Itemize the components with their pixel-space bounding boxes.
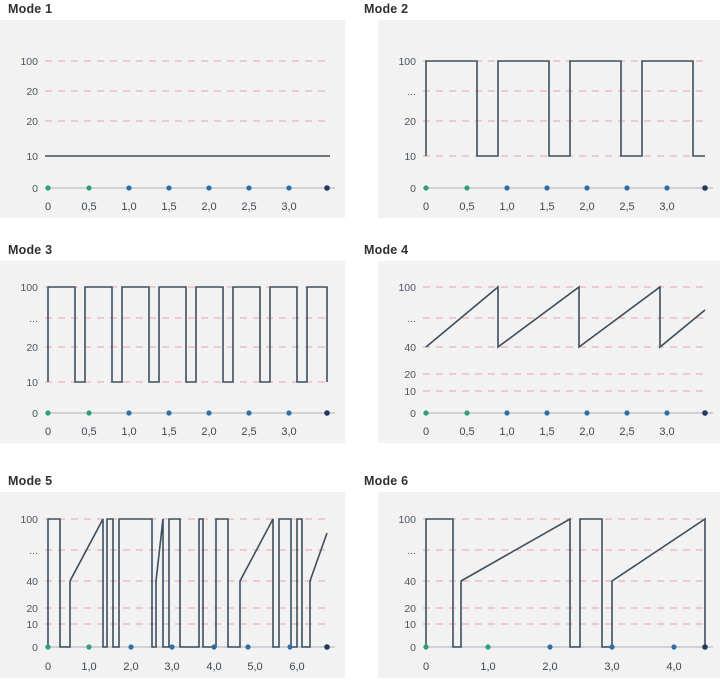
x-tick-label: 4,0 bbox=[206, 661, 222, 673]
plot-svg bbox=[0, 492, 345, 678]
x-tick-label: 1,0 bbox=[121, 426, 137, 438]
x-marker bbox=[423, 410, 428, 415]
x-marker bbox=[126, 410, 131, 415]
x-marker bbox=[246, 185, 251, 190]
y-tick-label: 100 bbox=[20, 282, 38, 294]
y-tick-label: 0 bbox=[32, 408, 38, 420]
x-marker bbox=[324, 644, 330, 650]
x-tick-label: 1,0 bbox=[121, 201, 137, 213]
x-marker bbox=[464, 410, 469, 415]
x-marker bbox=[287, 644, 292, 649]
x-tick-label: 5,0 bbox=[247, 661, 263, 673]
x-marker bbox=[45, 185, 50, 190]
x-marker bbox=[584, 410, 589, 415]
series-line bbox=[426, 287, 705, 347]
y-tick-label: 100 bbox=[398, 56, 416, 68]
x-tick-label: 2,5 bbox=[619, 426, 635, 438]
x-marker bbox=[45, 410, 50, 415]
x-marker bbox=[464, 185, 469, 190]
x-marker bbox=[702, 644, 708, 650]
x-marker bbox=[126, 185, 131, 190]
x-marker bbox=[45, 644, 50, 649]
chart-panel-mode-1 bbox=[0, 0, 360, 229]
x-tick-label: 1,0 bbox=[499, 201, 515, 213]
x-marker bbox=[702, 185, 708, 191]
x-tick-label: 1,0 bbox=[499, 426, 515, 438]
x-tick-label: 3,0 bbox=[659, 426, 675, 438]
x-marker bbox=[86, 410, 91, 415]
x-marker bbox=[286, 410, 291, 415]
x-tick-label: 1,0 bbox=[81, 661, 97, 673]
y-tick-label: 40 bbox=[404, 342, 416, 354]
series-line bbox=[48, 287, 327, 382]
y-tick-label: ... bbox=[407, 313, 416, 325]
x-tick-label: 2,0 bbox=[201, 201, 217, 213]
x-tick-label: 3,0 bbox=[281, 426, 297, 438]
y-tick-label: ... bbox=[407, 545, 416, 557]
x-marker bbox=[423, 185, 428, 190]
x-marker bbox=[609, 644, 614, 649]
chart-panel-mode-4 bbox=[360, 229, 720, 458]
x-tick-label: 0 bbox=[422, 201, 430, 213]
x-marker bbox=[245, 644, 250, 649]
y-tick-label: 20 bbox=[26, 342, 38, 354]
y-tick-label: 100 bbox=[398, 514, 416, 526]
x-marker bbox=[423, 644, 428, 649]
x-marker bbox=[544, 185, 549, 190]
x-tick-label: 3,0 bbox=[604, 661, 620, 673]
y-tick-label: 10 bbox=[404, 151, 416, 163]
panel-title: Mode 3 bbox=[8, 243, 53, 257]
x-marker bbox=[86, 644, 91, 649]
series-line bbox=[48, 519, 327, 647]
x-marker bbox=[671, 644, 676, 649]
x-tick-label: 2,5 bbox=[241, 426, 257, 438]
chart-panel-mode-2 bbox=[360, 0, 720, 229]
y-tick-label: 40 bbox=[404, 576, 416, 588]
plot-area bbox=[0, 492, 345, 678]
x-marker bbox=[286, 185, 291, 190]
x-marker bbox=[211, 644, 216, 649]
x-tick-label: 2,0 bbox=[579, 201, 595, 213]
plot-svg bbox=[378, 20, 720, 218]
x-marker bbox=[547, 644, 552, 649]
x-tick-label: 2,5 bbox=[241, 201, 257, 213]
x-marker bbox=[206, 410, 211, 415]
y-tick-label: 100 bbox=[20, 56, 38, 68]
x-tick-label: 2,5 bbox=[619, 201, 635, 213]
x-tick-label: 0,5 bbox=[459, 426, 475, 438]
y-tick-label: 0 bbox=[410, 183, 416, 195]
x-marker bbox=[624, 185, 629, 190]
y-tick-label: 0 bbox=[32, 642, 38, 654]
y-tick-label: ... bbox=[29, 313, 38, 325]
x-tick-label: 0 bbox=[44, 426, 52, 438]
y-tick-label: 20 bbox=[26, 116, 38, 128]
y-tick-label: 10 bbox=[404, 619, 416, 631]
x-tick-label: 0 bbox=[44, 661, 52, 673]
y-tick-label: 0 bbox=[410, 642, 416, 654]
y-tick-label: 20 bbox=[404, 603, 416, 615]
x-tick-label: 3,0 bbox=[281, 201, 297, 213]
x-marker bbox=[169, 644, 174, 649]
x-tick-label: 1,5 bbox=[161, 426, 177, 438]
plot-area bbox=[0, 20, 345, 218]
y-tick-label: 0 bbox=[410, 408, 416, 420]
plot-area bbox=[0, 261, 345, 443]
x-tick-label: 0 bbox=[422, 661, 430, 673]
x-marker bbox=[504, 410, 509, 415]
x-marker bbox=[544, 410, 549, 415]
series-line bbox=[426, 519, 705, 647]
chart-panel-mode-5 bbox=[0, 458, 360, 687]
x-tick-label: 2,0 bbox=[123, 661, 139, 673]
panel-title: Mode 2 bbox=[364, 2, 409, 16]
y-tick-label: 20 bbox=[26, 86, 38, 98]
panel-title: Mode 5 bbox=[8, 474, 53, 488]
x-marker bbox=[664, 410, 669, 415]
plot-area bbox=[378, 261, 720, 443]
x-tick-label: 0,5 bbox=[81, 201, 97, 213]
plot-svg bbox=[0, 20, 345, 218]
x-tick-label: 4,0 bbox=[666, 661, 682, 673]
y-tick-label: ... bbox=[29, 545, 38, 557]
y-tick-label: 10 bbox=[26, 151, 38, 163]
y-tick-label: 40 bbox=[26, 576, 38, 588]
x-marker bbox=[664, 185, 669, 190]
y-tick-label: 100 bbox=[398, 282, 416, 294]
plot-svg bbox=[378, 261, 720, 443]
y-tick-label: 100 bbox=[20, 514, 38, 526]
panel-title: Mode 1 bbox=[8, 2, 53, 16]
x-tick-label: 1,5 bbox=[539, 201, 555, 213]
plot-svg bbox=[378, 492, 720, 678]
x-tick-label: 0 bbox=[422, 426, 430, 438]
y-tick-label: 10 bbox=[404, 386, 416, 398]
x-tick-label: 3,0 bbox=[659, 201, 675, 213]
x-tick-label: 1,0 bbox=[480, 661, 496, 673]
x-marker bbox=[504, 185, 509, 190]
plot-svg bbox=[0, 261, 345, 443]
panel-title: Mode 4 bbox=[364, 243, 409, 257]
x-marker bbox=[324, 185, 330, 191]
x-marker bbox=[166, 410, 171, 415]
plot-area bbox=[378, 20, 720, 218]
x-marker bbox=[206, 185, 211, 190]
x-marker bbox=[324, 410, 330, 416]
panel-title: Mode 6 bbox=[364, 474, 409, 488]
y-tick-label: 20 bbox=[404, 116, 416, 128]
x-tick-label: 2,0 bbox=[579, 426, 595, 438]
y-tick-label: 20 bbox=[26, 603, 38, 615]
y-tick-label: 0 bbox=[32, 183, 38, 195]
x-marker bbox=[128, 644, 133, 649]
x-tick-label: 3,0 bbox=[164, 661, 180, 673]
plot-area bbox=[378, 492, 720, 678]
series-line bbox=[426, 61, 705, 156]
x-marker bbox=[624, 410, 629, 415]
x-marker bbox=[702, 410, 708, 416]
chart-panel-mode-6 bbox=[360, 458, 720, 687]
x-marker bbox=[246, 410, 251, 415]
x-tick-label: 6,0 bbox=[289, 661, 305, 673]
x-marker bbox=[485, 644, 490, 649]
x-tick-label: 0,5 bbox=[81, 426, 97, 438]
x-marker bbox=[86, 185, 91, 190]
y-tick-label: 20 bbox=[404, 369, 416, 381]
x-tick-label: 1,5 bbox=[539, 426, 555, 438]
y-tick-label: ... bbox=[407, 86, 416, 98]
x-marker bbox=[584, 185, 589, 190]
x-tick-label: 2,0 bbox=[542, 661, 558, 673]
x-marker bbox=[166, 185, 171, 190]
x-tick-label: 2,0 bbox=[201, 426, 217, 438]
x-tick-label: 1,5 bbox=[161, 201, 177, 213]
chart-panel-mode-3 bbox=[0, 229, 360, 458]
x-tick-label: 0,5 bbox=[459, 201, 475, 213]
y-tick-label: 10 bbox=[26, 377, 38, 389]
x-tick-label: 0 bbox=[44, 201, 52, 213]
y-tick-label: 10 bbox=[26, 619, 38, 631]
